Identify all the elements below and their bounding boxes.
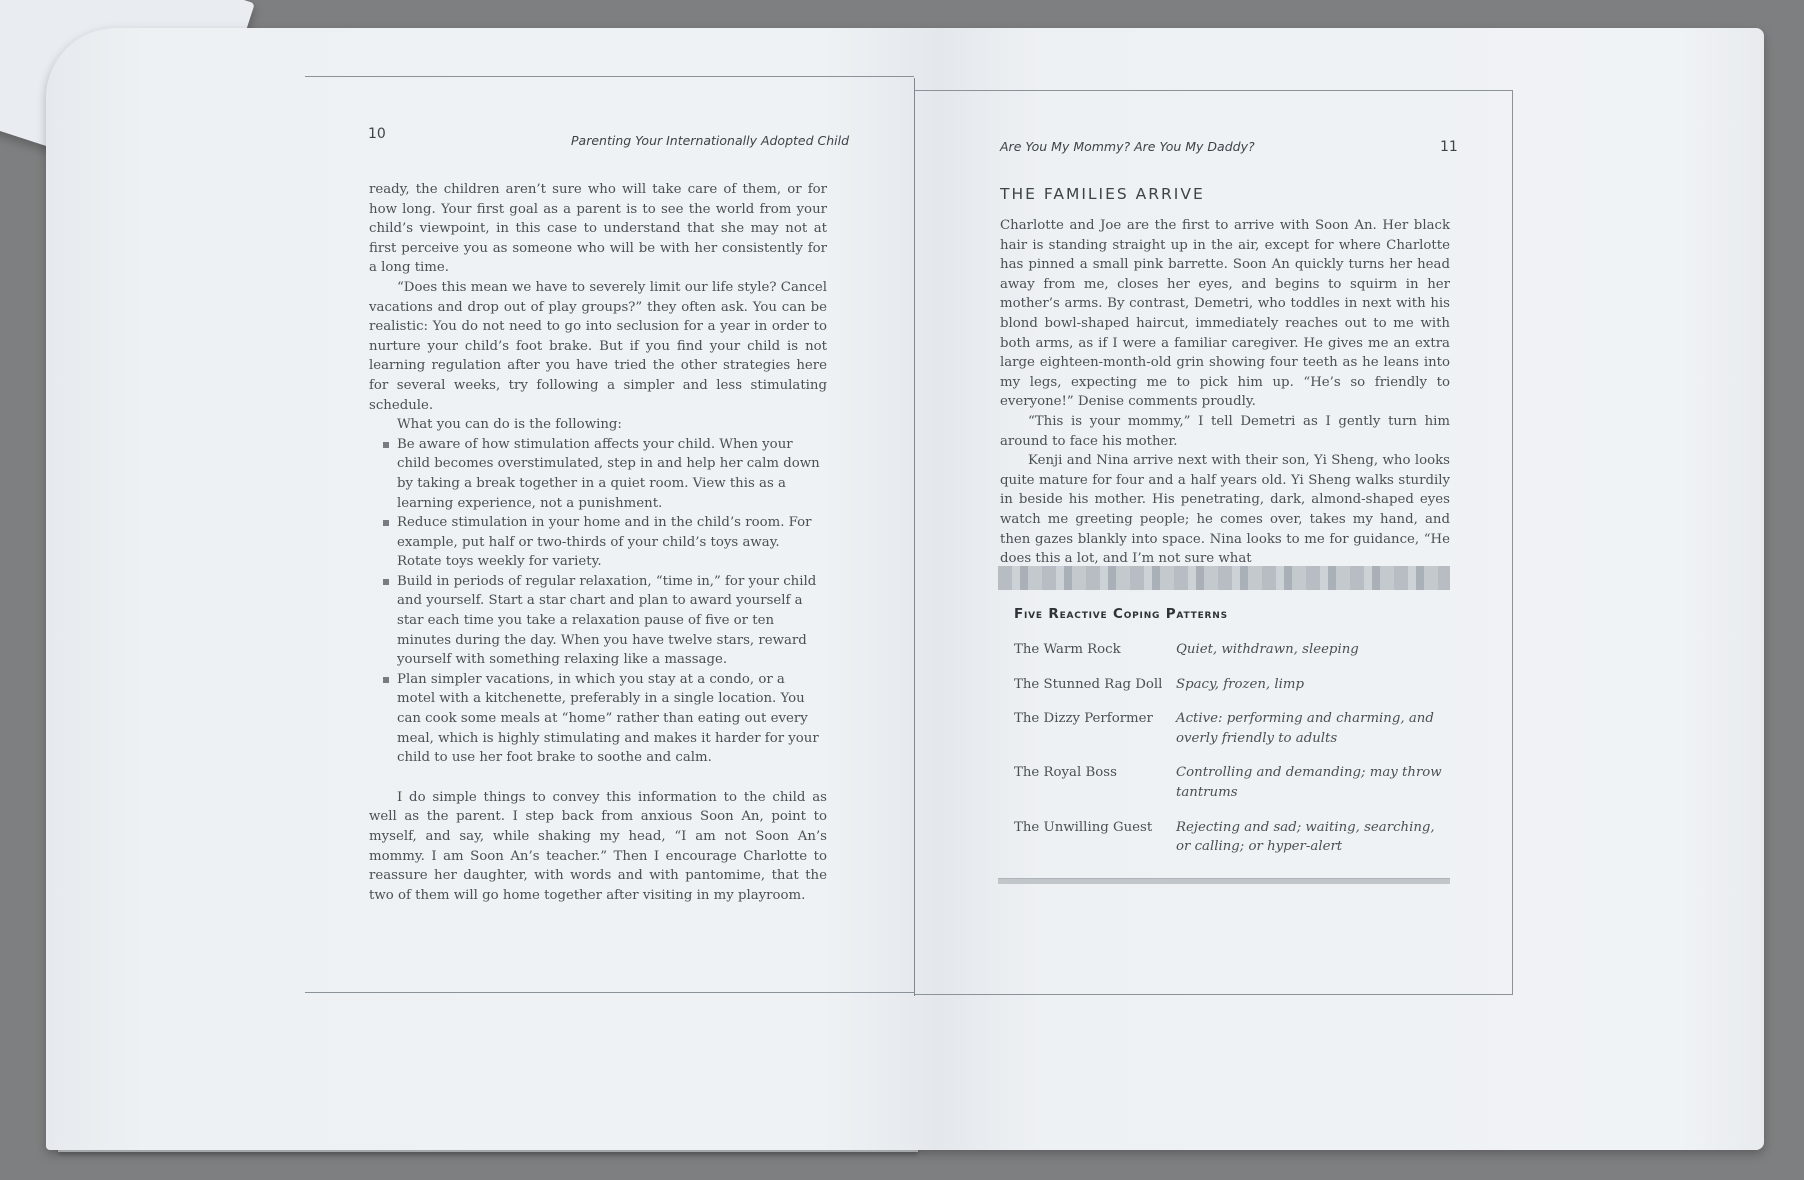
left-page-number: 10 <box>368 126 386 142</box>
left-paragraph-4: I do simple things to convey this information to the child as well as the parent. I step back from anxious Soon An, point to myself, and say, while shaking my head, “I am not Soon An’s mommy. I am Soon An’s teacher.” Then I encourage Charlotte to reassure her daughter, with words and with pantomime, that the two of them will go home together after visiting in my playroom. <box>369 789 827 903</box>
left-page-body <box>369 180 827 905</box>
pattern-name: The Dizzy Performer <box>1014 711 1153 727</box>
right-paragraph-3: Kenji and Nina arrive next with their son, Yi Sheng, who looks quite mature for four and a half years old. Yi Sheng walks sturdily in beside his mother. His penetrating, dark, almond-shaped eyes watch me greeting people; he comes over, takes my hand, and then gazes blankly into space. Nina looks to me for guidance, “He does this a lot, and I’m not sure what <box>1000 453 1450 567</box>
square-bullet-icon <box>383 579 389 585</box>
table-row <box>1014 818 1450 872</box>
list-item <box>369 572 827 670</box>
list-item <box>369 435 827 513</box>
table-row <box>1014 763 1450 817</box>
pattern-description: Active: performing and charming, and overly friendly to adults <box>1176 711 1434 746</box>
right-paragraph-1: Charlotte and Joe are the first to arrive with Soon An. Her black hair is standing straight up in the air, except for where Charlotte has pinned a small pink barrette. Soon An quickly turns her head away from me, closes her eyes, and begins to squirm in her mother’s arms. By contrast, Demetri, who toddles in next with his blond bowl-shaped haircut, immediately reaches out to me with both arms, as if I were a familiar caregiver. He gives me an extra large eighteen-month-old grin showing four teeth as he leans into my legs, expecting me to pick him up. “He’s so friendly to everyone!” Denise comments proudly. <box>1000 218 1450 410</box>
table-row <box>1014 640 1450 675</box>
pattern-name: The Royal Boss <box>1014 765 1117 781</box>
sidebar-box-pattern-band <box>998 566 1450 590</box>
left-paragraph-1: ready, the children aren’t sure who will take care of them, or for how long. Your first goal as a parent is to see the world from your child’s viewpoint, in this case to understand that she may not at first perceive you as someone who will be with her consistently for a long time. <box>369 182 827 276</box>
right-paragraph-2: “This is your mommy,” I tell Demetri as I gently turn him around to face his mother. <box>1000 413 1450 449</box>
table-row <box>1014 709 1450 763</box>
pattern-description: Spacy, frozen, limp <box>1176 676 1304 692</box>
table-row <box>1014 675 1450 710</box>
square-bullet-icon <box>383 442 389 448</box>
sidebar-box-bottom-rule <box>998 878 1450 884</box>
right-page-body <box>1000 216 1450 569</box>
pattern-name: The Warm Rock <box>1014 642 1121 657</box>
list-item-text: Build in periods of regular relaxation, “time in,” for your child and yourself. Start a star chart and plan to award yourself a star each time you take a relaxation pause of five or ten minutes during the day. When you have twelve stars, reward yourself with something relaxing like a massage. <box>397 573 817 668</box>
coping-patterns-table <box>1014 640 1450 872</box>
pattern-name: The Unwilling Guest <box>1014 819 1153 835</box>
right-page-number: 11 <box>1440 139 1458 155</box>
square-bullet-icon <box>383 520 389 526</box>
strategy-list <box>369 435 827 768</box>
left-paragraph-2: “Does this mean we have to severely limit our life style? Cancel vacations and drop out of play groups?” they often ask. You can be realistic: You do not need to go into seclusion for a year in order to nurture your child’s foot brake. But if you find your child is not learning regulation after you have tried the other strategies here for several weeks, try following a simpler and less stimulating schedule. <box>369 279 827 413</box>
sidebar-box-title: Five Reactive Coping Patterns <box>1014 606 1228 622</box>
list-item <box>369 670 827 768</box>
pattern-description: Quiet, withdrawn, sleeping <box>1176 642 1359 657</box>
left-paragraph-3: What you can do is the following: <box>397 417 622 433</box>
list-item-text: Plan simpler vacations, in which you stay at a condo, or a motel with a kitchenette, preferably in a single location. You can cook some meals at “home” rather than eating out every meal, which is highly stimulating and makes it harder for your child to use her foot brake to soothe and calm. <box>397 671 819 766</box>
right-running-head: Are You My Mommy? Are You My Daddy? <box>1000 139 1255 154</box>
section-heading: THE FAMILIES ARRIVE <box>1000 185 1205 203</box>
pattern-name: The Stunned Rag Doll <box>1014 676 1163 692</box>
pattern-description: Controlling and demanding; may throw tantrums <box>1176 765 1442 800</box>
list-item <box>369 513 827 572</box>
list-item-text: Be aware of how stimulation affects your child. When your child becomes overstimulated, step in and help her calm down by taking a break together in a quiet room. View this as a learning experience, not a punishment. <box>397 436 820 511</box>
list-item-text: Reduce stimulation in your home and in the child’s room. For example, put half or two-thirds of your child’s toys away. Rotate toys weekly for variety. <box>397 515 812 570</box>
pattern-description: Rejecting and sad; waiting, searching, or calling; or hyper-alert <box>1176 819 1435 855</box>
square-bullet-icon <box>383 677 389 683</box>
left-running-head: Parenting Your Internationally Adopted Child <box>571 133 850 148</box>
